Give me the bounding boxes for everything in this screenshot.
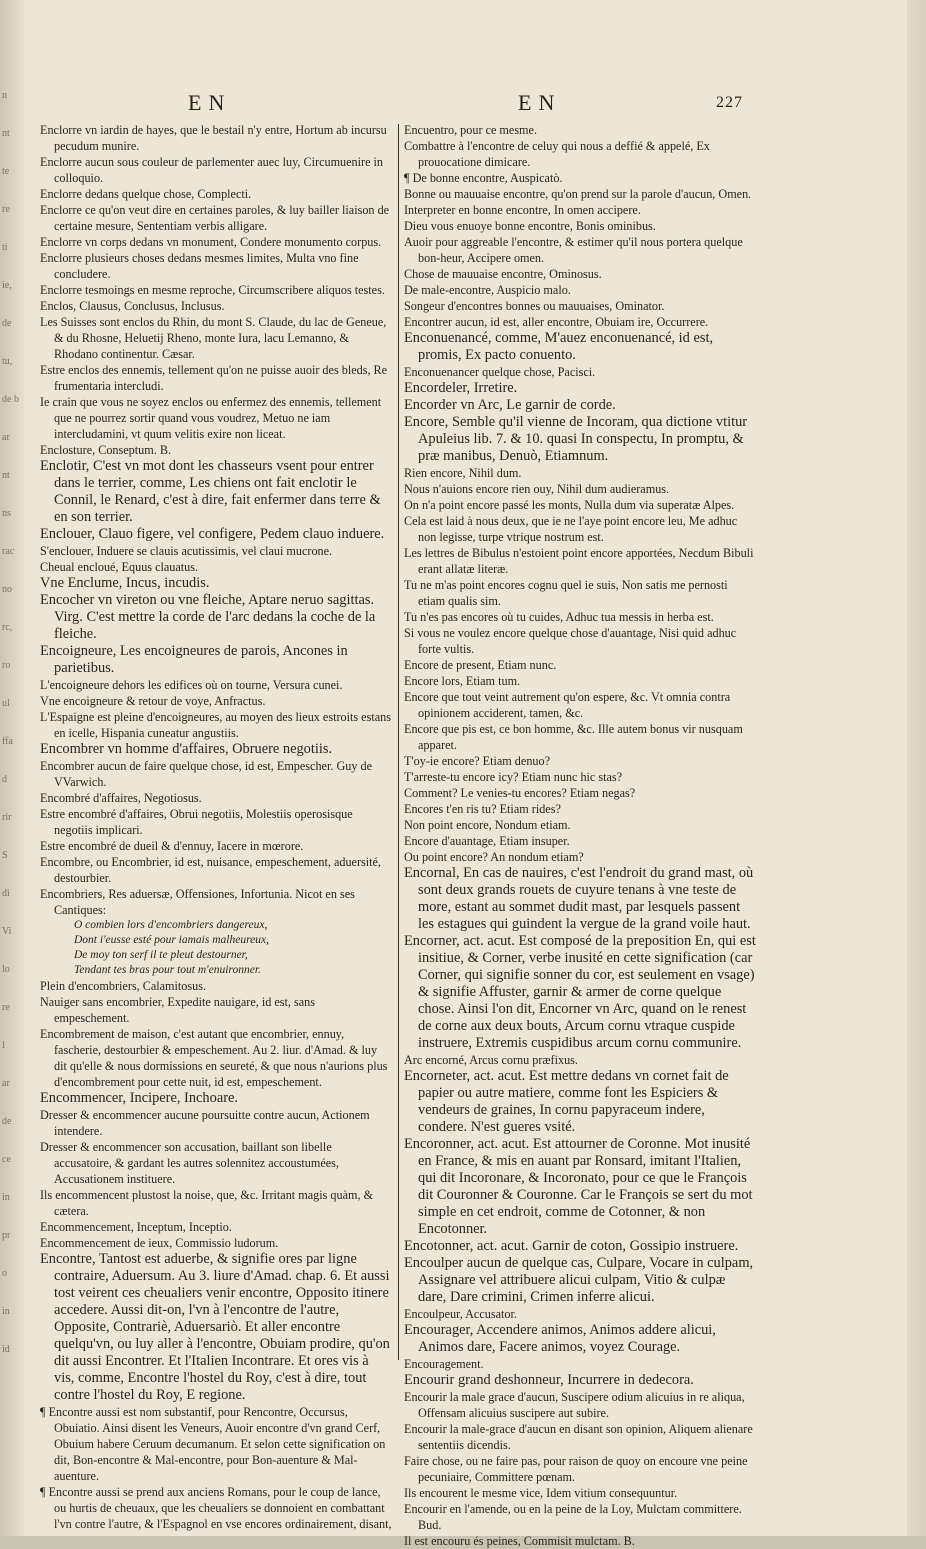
dictionary-entry: Encore que pis est, ce bon homme, &c. Ille autem bonus vir nusquam apparet. (404, 722, 743, 752)
gutter-fragment: no (2, 584, 12, 595)
dictionary-entry: Encores t'en ris tu? Etiam rides? (404, 802, 561, 816)
dictionary-entry: Enclouer, Clauo figere, vel configere, Pedem clauo induere. (40, 526, 385, 542)
dictionary-entry: Vne encoigneure & retour de voye, Anfractus. (40, 694, 266, 708)
dictionary-entry: Arc encorné, Arcus cornu præfixus. (404, 1053, 578, 1067)
gutter-fragment: id (2, 1344, 10, 1355)
dictionary-entry: Ils encommencent plustost la noise, que, &c. Irritant magis quàm, & cætera. (40, 1188, 374, 1218)
dictionary-entry: ¶ De bonne encontre, Auspicatò. (404, 171, 563, 185)
previous-page-margin-fragments (0, 90, 24, 1390)
gutter-fragment: ar (2, 432, 10, 443)
gutter-fragment: pr (2, 1230, 11, 1241)
dictionary-entry: Les lettres de Bibulus n'estoient point encore apportées, Necdum Bibuli erant allatæ literæ. (404, 546, 754, 576)
dictionary-entry: Encore lors, Etiam tum. (404, 674, 521, 688)
page-edge (907, 0, 926, 1536)
dictionary-entry: Plein d'encombriers, Calamitosus. (40, 979, 207, 993)
dictionary-entry: Encuentro, pour ce mesme. (404, 123, 537, 137)
dictionary-entry: Chose de mauuaise encontre, Ominosus. (404, 267, 602, 281)
gutter-fragment: nt (2, 470, 10, 481)
gutter-fragment: l (2, 1040, 5, 1051)
dictionary-entry: Enclorre aucun sous couleur de parlementer auec luy, Circumuenire in colloquio. (40, 155, 384, 185)
dictionary-entry: Songeur d'encontres bonnes ou mauuaises, Ominator. (404, 299, 665, 313)
dictionary-entry: Encommencement, Inceptum, Inceptio. (40, 1220, 232, 1234)
dictionary-entry: L'encoigneure dehors les edifices où on tourne, Versura cunei. (40, 678, 343, 692)
dictionary-entry: Ils encourent le mesme vice, Idem vitium consequuntur. (404, 1486, 678, 1500)
dictionary-entry: Estre enclos des ennemis, tellement qu'on ne puisse auoir des bleds, Re frumentaria intercludi. (40, 363, 388, 393)
dictionary-entry: Auoir pour aggreable l'encontre, & estimer qu'il nous portera quelque bon-heur, Accipere omen. (404, 235, 743, 265)
dictionary-entry: Encombré d'affaires, Negotiosus. (40, 791, 202, 805)
gutter-fragment: de (2, 318, 12, 329)
dictionary-entry: Vne Enclume, Incus, incudis. (40, 575, 210, 591)
dictionary-entry: Comment? Le venies-tu encores? Etiam negas? (404, 786, 636, 800)
dictionary-entry: Non point encore, Nondum etiam. (404, 818, 571, 832)
dictionary-entry: L'Espaigne est pleine d'encoigneures, au moyen des lieux estroits estans en icelle, Hispania cuneatur angustiis. (40, 710, 391, 740)
gutter-fragment: o (2, 1268, 7, 1279)
dictionary-entry: Enclorre plusieurs choses dedans mesmes limites, Multa vno fine concludere. (40, 251, 359, 281)
dictionary-entry: Encore, Semble qu'il vienne de Incoram, qua dictione vtitur Apuleius lib. 7. & 10. quasi In conspectu, In promptu, & præ manibus, Denuò, Etiamnum. (404, 414, 748, 464)
page-number: 227 (716, 94, 743, 111)
dictionary-entry: Encore d'auantage, Etiam insuper. (404, 834, 570, 848)
gutter-fragment: n (2, 90, 7, 101)
dictionary-entry: Encotonner, act. acut. Garnir de coton, Gossipio instruere. (404, 1238, 739, 1254)
dictionary-entry: ¶ Encontre aussi est nom substantif, pour Rencontre, Occursus, Obuiatio. Ainsi disent les Veneurs, Auoir encontre d'vn grand Cerf, Obuium habere Ceruum decumanum. Et selon cette signification on dit, Bon-encontre & Mal-encontre, pour Bon-auenture & Mal-auenture. (40, 1405, 386, 1483)
dictionary-entry: Encore de present, Etiam nunc. (404, 658, 557, 672)
gutter-fragment: ns (2, 508, 11, 519)
gutter-fragment: ti (2, 242, 8, 253)
dictionary-entry: Encourir la male grace d'aucun, Suscipere odium alicuius in re aliqua, Offensam alicuius suscipere aut subire. (404, 1390, 745, 1420)
dictionary-entry: Nauiger sans encombrier, Expedite nauigare, id est, sans empeschement. (40, 995, 315, 1025)
dictionary-entry: Combattre à l'encontre de celuy qui nous a deffié & appelé, Ex prouocatione dimicare. (404, 139, 710, 169)
gutter-fragment: d (2, 774, 7, 785)
dictionary-entry: Encoronner, act. acut. Est attourner de Coronne. Mot inusité en France, & mis en auant par Ronsard, imitant l'Italien, qui dit Incoronare, & Incoronato, pour ce que le François dit Couronner & Couronne. Car le François se sert du mot simple en cet endroit, comme de Cotonner, & non Encotonner. (404, 1136, 753, 1237)
gutter-fragment: rir (2, 812, 12, 823)
dictionary-entry: Estre encombré d'affaires, Obrui negotiis, Molestiis operosisque negotiis implicari. (40, 807, 353, 837)
dictionary-entry: Encombriers, Res aduersæ, Offensiones, Infortunia. Nicot en ses Cantiques: (40, 887, 355, 917)
dictionary-entry: Encommencer, Incipere, Inchoare. (40, 1090, 238, 1106)
gutter-fragment: ul (2, 698, 10, 709)
dictionary-entry: Encornal, En cas de nauires, c'est l'endroit du grand mast, où sont deux grands rouets de cuyure tenans à vne teste de more, estant au sommet dudit mast, par lesquels passent les estagues qui guindent la vergue de la grand voile haut. (404, 865, 754, 932)
gutter-fragment: te (2, 166, 10, 177)
gutter-fragment: re (2, 204, 10, 215)
gutter-fragment: Vi (2, 926, 12, 937)
dictionary-entry: Enconuenancé, comme, M'auez enconuenancé, id est, promis, Ex pacto conuento. (404, 330, 714, 363)
dictionary-entry: Encocher vn vireton ou vne fleiche, Aptare neruo sagittas. Virg. C'est mettre la corde de l'arc dedans la coche de la fleiche. (40, 592, 376, 642)
gutter-fragment: ar (2, 1078, 10, 1089)
dictionary-entry: Enclosture, Conseptum. B. (40, 443, 172, 457)
dictionary-entry: Encourir en l'amende, ou en la peine de la Loy, Mulctam committere. Bud. (404, 1502, 742, 1532)
dictionary-entry: Enclos, Clausus, Conclusus, Inclusus. (40, 299, 225, 313)
dictionary-entry: T'oy-ie encore? Etiam denuo? (404, 754, 551, 768)
dictionary-entry: S'enclouer, Induere se clauis acutissimis, vel claui mucrone. (40, 544, 333, 558)
gutter-fragment: ffa (2, 736, 13, 747)
dictionary-entry: Interpreter en bonne encontre, In omen accipere. (404, 203, 641, 217)
dictionary-entry: Encoulper aucun de quelque cas, Culpare, Vocare in culpam, Assignare vel attribuere alicui culpam, Vitio & culpæ dare, Dare crimini, Crimen inferre alicui. (404, 1255, 754, 1305)
dictionary-entry: Encorner, act. acut. Est composé de la preposition En, qui est insitiue, & Corner, verbe inusité en cette signification (car Corner, qui signifie sonner du cor, est seulement en vsage) & signifie Affuster, garnir & armer de corne quelque chose. Ainsi l'on dit, Encorner vn Arc, quand on le renest de corne aux deux bouts, Arcum cornu vtraque cuspide instruere, Extremis cuspidibus arcum cornu communire. (404, 933, 756, 1051)
dictionary-entry: Encorneter, act. acut. Est mettre dedans vn cornet fait de papier ou autre matiere, comme font les Espiciers & vendeurs de graines, In cornu papyraceum indere, condere. N'est gueres vsité. (404, 1068, 729, 1135)
dictionary-entry: Dresser & encommencer aucune poursuitte contre aucun, Actionem intendere. (40, 1108, 370, 1138)
dictionary-entry: Encombre, ou Encombrier, id est, nuisance, empeschement, aduersité, destourbier. (40, 855, 381, 885)
dictionary-entry: Encourager, Accendere animos, Animos addere alicui, Animos dare, Facere animos, voyez Courage. (404, 1322, 716, 1355)
dictionary-entry: Nous n'auions encore rien ouy, Nihil dum audieramus. (404, 482, 670, 496)
dictionary-entry: Bonne ou mauuaise encontre, qu'on prend sur la parole d'aucun, Omen. (404, 187, 752, 201)
gutter-fragment: in (2, 1192, 10, 1203)
dictionary-entry: Cheual encloué, Equus clauatus. (40, 560, 199, 574)
dictionary-entry: Enclotir, C'est vn mot dont les chasseurs vsent pour entrer dans le terrier, comme, Les chiens ont fait enclotir le Connil, le Renard, c'est à dire, fait enfermer dans terre & en son terrier. (40, 458, 381, 525)
dictionary-entry: Enclorre vn corps dedans vn monument, Condere monumento corpus. (40, 235, 382, 249)
dictionary-entry: Encourir la male-grace d'aucun en disant son opinion, Aliquem alienare sententiis dicendis. (404, 1422, 753, 1452)
gutter-fragment: rc, (2, 622, 13, 633)
dictionary-entry: Cela est laid à nous deux, que ie ne l'aye point encore leu, Me adhuc non legisse, turpe vtrique nostrum est. (404, 514, 738, 544)
dictionary-entry: Enclorre ce qu'on veut dire en certaines paroles, & luy bailler liaison de certaine mesure, Sententiam verbis alligare. (40, 203, 390, 233)
dictionary-entry: Ie crain que vous ne soyez enclos ou enfermez des ennemis, tellement que ne pourrez sortir quand vous voudrez, Metuo ne iam intercludamini, vt quum velitis exire non liceat. (40, 395, 382, 441)
gutter-fragment: rac (2, 546, 15, 557)
gutter-fragment: in (2, 1306, 10, 1317)
dictionary-entry: Encommencement de ieux, Commissio ludorum. (40, 1236, 279, 1250)
dictionary-entry: Encombrement de maison, c'est autant que encombrier, ennuy, fascherie, destourbier & empeschement. Au 2. liur. d'Amad. & luy dit qu'elle & nous dormissions en seureté, & que nous n'aurions plus d'encombrement pour cette nuit, id est, empeschement. (40, 1027, 388, 1089)
dictionary-entry: Enclorre vn iardin de hayes, que le bestail n'y entre, Hortum ab incursu pecudum munire. (40, 123, 387, 153)
dictionary-entry: T'arreste-tu encore icy? Etiam nunc hic stas? (404, 770, 623, 784)
dictionary-entry: Ou point encore? An nondum etiam? (404, 850, 584, 864)
running-header-right: EN (518, 90, 562, 115)
dictionary-entry: Dresser & encommencer son accusation, baillant son libelle accusatoire, & gardant les autres solennitez accoustumées, Accusationem instituere. (40, 1140, 339, 1186)
dictionary-entry: Encoigneure, Les encoigneures de parois, Ancones in parietibus. (40, 643, 348, 676)
dictionary-entry: Dieu vous enuoye bonne encontre, Bonis ominibus. (404, 219, 656, 233)
gutter-fragment: re (2, 1002, 10, 1013)
dictionary-entry: Encouragement. (404, 1357, 484, 1371)
dictionary-entry: Enconuenancer quelque chose, Pacisci. (404, 365, 596, 379)
dictionary-entry: Tendant tes bras pour tout m'enuironner. (74, 964, 261, 976)
dictionary-entry: Il est encouru és peines, Commisit mulctam. B. (404, 1534, 635, 1548)
dictionary-entry: De moy ton serf il te pleut destourner, (74, 949, 248, 961)
dictionary-entry: Encombrer vn homme d'affaires, Obruere negotiis. (40, 741, 333, 757)
dictionary-entry: De male-encontre, Auspicio malo. (404, 283, 571, 297)
dictionary-entry: Estre encombré de dueil & d'ennuy, Iacere in mœrore. (40, 839, 304, 853)
dictionary-entry: Enclorre tesmoings en mesme reproche, Circumscribere aliquos testes. (40, 283, 385, 297)
dictionary-entry: Tu n'es pas encores où tu cuides, Adhuc tua messis in herba est. (404, 610, 714, 624)
dictionary-entry: Faire chose, ou ne faire pas, pour raison de quoy on encoure vne peine pecuniaire, Committere pœnam. (404, 1454, 748, 1484)
gutter-fragment: ce (2, 1154, 11, 1165)
gutter-fragment: S (2, 850, 8, 861)
dictionary-entry: Encontre, Tantost est aduerbe, & signifie ores par ligne contraire, Aduersum. Au 3. liure d'Amad. chap. 6. Et aussi tost veirent ces cheualiers venir encontre, Opposito itinere accedere. Aussi dit-on, l'vn à l'encontre de l'autre, Opposite, Contrariè, Aduersariò. Et aller encontre quelqu'vn, ou luy aller à l'encontre, Obuiam prodire, qu'on dit aussi Encontrer. Et l'Italien Incontrare. Et ores vis à vis, comme, Encontre l'hostel du Roy, c'est à dire, tout contre l'hostel du Roy, E regione. (40, 1251, 390, 1403)
dictionary-entry: Encordeler, Irretire. (404, 380, 518, 396)
gutter-fragment: ie, (2, 280, 12, 291)
dictionary-entry: Encombrer aucun de faire quelque chose, id est, Empescher. Guy de VVarwich. (40, 759, 372, 789)
dictionary-entry: ¶ Encontre aussi se prend aux anciens Romans, pour le coup de lance, ou hurtis de cheuaux, que les cheualiers se donnoient en combattant l'vn contre l'autre, & l'Espagnol en vse encores ordinairement, disant, (40, 1485, 392, 1531)
dictionary-entry: Enclorre dedans quelque chose, Complecti. (40, 187, 252, 201)
dictionary-entry: Encorder vn Arc, Le garnir de corde. (404, 397, 616, 413)
dictionary-entry: O combien lors d'encombriers dangereux, (74, 919, 268, 931)
dictionary-entry: On n'a point encore passé les monts, Nulla dum via superatæ Alpes. (404, 498, 735, 512)
column-divider (398, 124, 399, 1360)
dictionary-entry: Encoulpeur, Accusator. (404, 1307, 517, 1321)
dictionary-entry: Encourir grand deshonneur, Incurrere in dedecora. (404, 1372, 694, 1388)
dictionary-entry: Rien encore, Nihil dum. (404, 466, 522, 480)
gutter-fragment: tu, (2, 356, 13, 367)
right-column (404, 122, 756, 1549)
dictionary-entry: Les Suisses sont enclos du Rhin, du mont S. Claude, du lac de Geneue, & du Rhosne, Heluetij Rheno, monte Iura, lacu Lemanno, & Rhodano continentur. Cæsar. (40, 315, 387, 361)
gutter-fragment: nt (2, 128, 10, 139)
running-header-left: EN (188, 90, 232, 115)
gutter-fragment: di (2, 888, 10, 899)
gutter-fragment: de (2, 1116, 12, 1127)
dictionary-entry: Si vous ne voulez encore quelque chose d'auantage, Nisi quid adhuc forte vultis. (404, 626, 737, 656)
gutter-fragment: de b (2, 394, 19, 405)
left-column (40, 122, 392, 1532)
dictionary-entry: Encore que tout veint autrement qu'on espere, &c. Vt omnia contra opinionem acciderent, tamen, &c. (404, 690, 731, 720)
dictionary-entry: Dont i'eusse esté pour iamais malheureux, (74, 934, 269, 946)
dictionary-entry: Encontrer aucun, id est, aller encontre, Obuiam ire, Occurrere. (404, 315, 709, 329)
gutter-fragment: lo (2, 964, 10, 975)
gutter-fragment: ro (2, 660, 11, 671)
dictionary-entry: Tu ne m'as point encores cognu quel ie suis, Non satis me pernosti etiam qualis sim. (404, 578, 728, 608)
